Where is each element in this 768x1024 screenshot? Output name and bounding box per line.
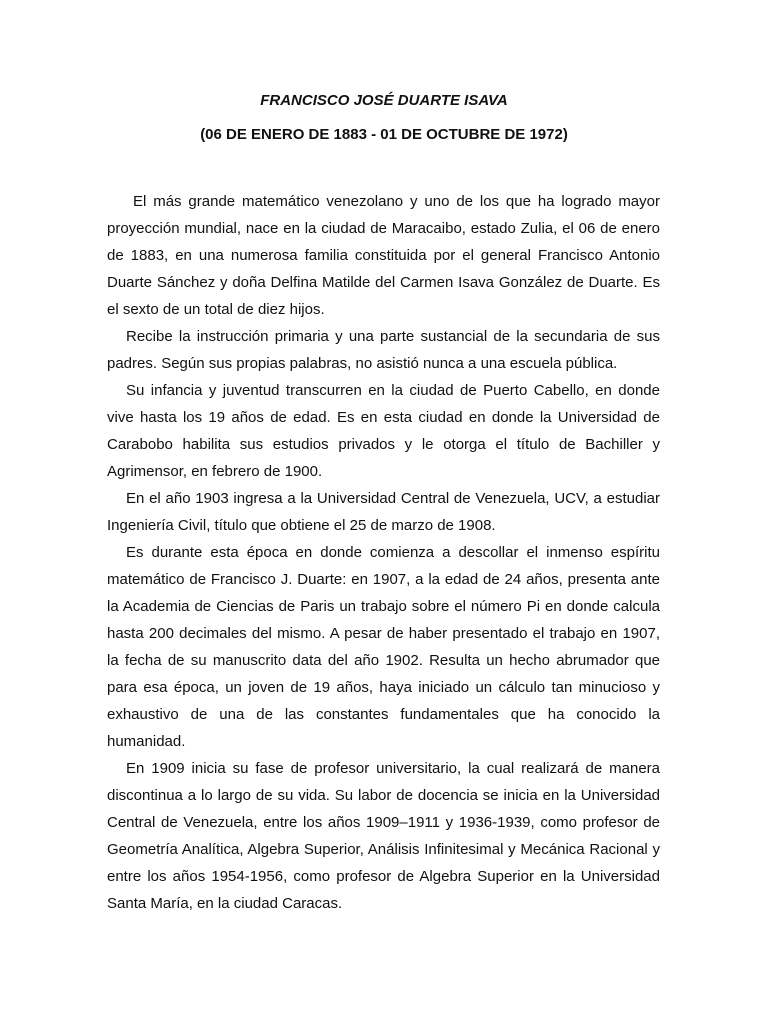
paragraph-education: Recibe la instrucción primaria y una parte sustancial de la secundaria de sus padres. Según sus propias palabras, no asistió nunca a una escuela pública. (107, 328, 660, 372)
paragraph-pi-work: Es durante esta época en donde comienza a descollar el inmenso espíritu matemático de Francisco J. Duarte: en 1907, a la edad de 24 años, presenta ante la Academia de Ciencias de Paris un trabajo sobre el número Pi en donde calcula hasta 200 decimales del mismo. A pesar de haber presentado el trabajo en 1907, la fecha de su manuscrito data del año 1902. Resulta un hecho abrumador que para esa época, un joven de 19 años, haya iniciado un cálculo tan minucioso y exhaustivo de una de las constantes fundamentales que ha conocido la humanidad. (107, 544, 660, 750)
document-body (107, 188, 660, 917)
paragraph-birth: El más grande matemático venezolano y uno de los que ha logrado mayor proyección mundial, nace en la ciudad de Maracaibo, estado Zulia, el 06 de enero de 1883, en una numerosa familia constituida por el general Francisco Antonio Duarte Sánchez y doña Delfina Matilde del Carmen Isava González de Duarte. Es el sexto de un total de diez hijos. (107, 193, 660, 318)
document-subtitle-dates: (06 DE ENERO DE 1883 - 01 DE OCTUBRE DE 1972) (200, 126, 568, 143)
document-title: FRANCISCO JOSÉ DUARTE ISAVA (260, 92, 508, 109)
paragraph-teaching: En 1909 inicia su fase de profesor universitario, la cual realizará de manera discontinua a lo largo de su vida. Su labor de docencia se inicia en la Universidad Central de Venezuela, entre los años 1909–1911 y 1936-1939, como profesor de Geometría Analítica, Algebra Superior, Análisis Infinitesimal y Mecánica Racional y entre los años 1954-1956, como profesor de Algebra Superior en la Universidad Santa María, en la ciudad Caracas. (107, 760, 660, 912)
paragraph-youth: Su infancia y juventud transcurren en la ciudad de Puerto Cabello, en donde vive hasta los 19 años de edad. Es en esta ciudad en donde la Universidad de Carabobo habilita sus estudios privados y le otorga el título de Bachiller y Agrimensor, en febrero de 1900. (107, 382, 660, 480)
paragraph-university: En el año 1903 ingresa a la Universidad Central de Venezuela, UCV, a estudiar Ingeniería Civil, título que obtiene el 25 de marzo de 1908. (107, 490, 660, 534)
